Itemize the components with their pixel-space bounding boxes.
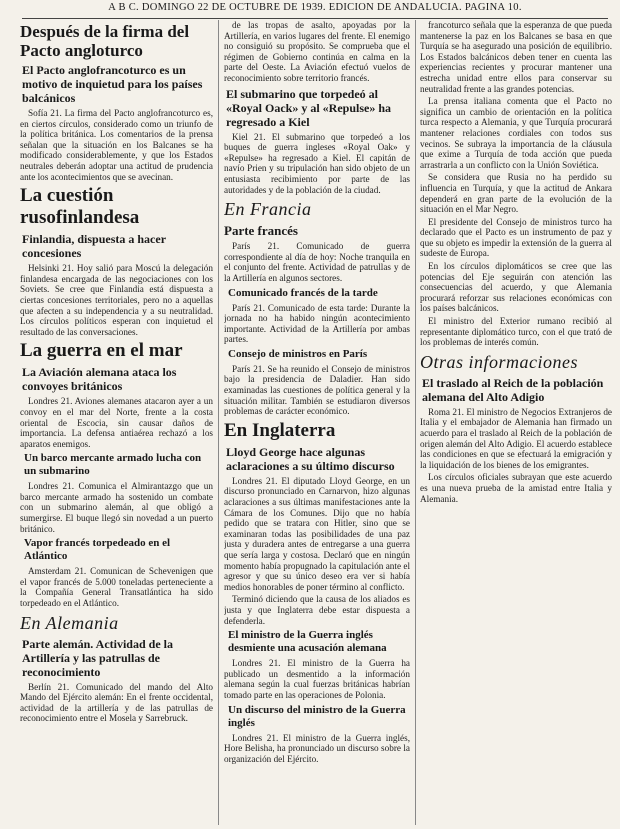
section-heading: En Alemania bbox=[20, 612, 119, 633]
article-paragraph: El ministro del Exterior rumano recibió al representante diplomático turco, con el que trató de los problemas de interés común. bbox=[420, 316, 612, 348]
article-paragraph: La prensa italiana comenta que el Pacto no significa un cambio de orientación en la política turca respecto a Alemania, y que Turquía procurará mantener relaciones cordiales con todos sus vecinos. Se subraya la importancia de la cláusula que exime a Turquía de toda acción que pueda arrastrarla a un conflicto con la Unión Soviética. bbox=[420, 96, 612, 170]
headline: Después de la firma del Pacto angloturco bbox=[20, 22, 190, 60]
article-paragraph: Amsterdam 21. Comunican de Schevenigen que el vapor francés de 5.000 toneladas perteneciente a la Compañía General Transatlántica ha sido torpedeado en el Atlántico. bbox=[20, 566, 213, 609]
article-paragraph: Londres 21. El diputado Lloyd George, en un discurso pronunciado en Carnarvon, hizo algunas aclaraciones a sus últimas manifestaciones ante la Cámara de los Comunes. Dijo que no había pedido que se tratara con Hitler, sino que se examinaran todas las posibilidades de una paz justa y duradera antes de entregarse a una guerra que sería larga y costosa. Declaró que en ningún momento había propugnado la capitulación ante el agresor y que su único deseo era ver si había medios honorables de poner término al conflicto. bbox=[224, 475, 410, 592]
article-paragraph: Londres 21. Comunica el Almirantazgo que un barco mercante armado ha sostenido un combate con un submarino alemán, al que obligó a sumergirse. El buque llegó sin novedad a un puerto británico. bbox=[20, 481, 213, 534]
headline: Lloyd George hace algunas aclaraciones a su último discurso bbox=[226, 444, 395, 473]
section-heading: Otras informaciones bbox=[420, 351, 578, 372]
section-heading: En Francia bbox=[224, 199, 312, 220]
article-paragraph: Sofía 21. La firma del Pacto anglofrancoturco es, en ciertos círculos, considerado como un triunfo de la política británica. Los comentarios de la prensa señalan que la situación en los Balcanes se ha modificado considerablemente, y que los Estados neutrales deberán adoptar una actitud de prudencia ante los acontecimientos que se avecinan. bbox=[20, 108, 213, 182]
headline: El traslado al Reich de la población alemana del Alto Adigio bbox=[422, 375, 604, 404]
article-paragraph: Londres 21. El ministro de la Guerra inglés, Hore Belisha, ha pronunciado un discurso sobre la organización del Ejército. bbox=[224, 732, 410, 764]
column-3 bbox=[420, 20, 612, 825]
headline: Un discurso del ministro de la Guerra inglés bbox=[228, 703, 406, 729]
headline: Comunicado francés de la tarde bbox=[228, 286, 378, 299]
column-rule bbox=[415, 20, 416, 825]
article-paragraph: Londres 21. Aviones alemanes atacaron ayer a un convoy en el mar del Norte, frente a la costa oriental de Escocia, sin causar daños de importancia. La defensa antiaérea rechazó a los aparatos enemigos. bbox=[20, 396, 213, 449]
article-paragraph: París 21. Comunicado de esta tarde: Durante la jornada no ha habido ningún acontecimiento importante. Actividad de la Artillería por ambas partes. bbox=[224, 302, 410, 345]
article-paragraph: París 21. Comunicado de guerra correspondiente al día de hoy: Noche tranquila en el conjunto del frente. Actividad de patrullas y de la Artillería en algunos sectores. bbox=[224, 241, 410, 283]
article-paragraph: El presidente del Consejo de ministros turco ha declarado que el Pacto es un instrumento de paz y que su objeto es impedir la extensión de la guerra al sudeste de Europa. bbox=[420, 216, 612, 259]
article-paragraph: Se considera que Rusia no ha perdido su influencia en Turquía, y que la actitud de Ankara dependerá en gran parte de la evolución de la situación en el Mar Negro. bbox=[420, 172, 612, 215]
article-paragraph: Kiel 21. El submarino que torpedeó a los buques de guerra ingleses «Royal Oak» y «Repulse» ha regresado a Kiel. El capitán de navío Prien y su tripulación han sido objeto de un entusiasta recibimiento por parte de las autoridades y de la población de la ciudad. bbox=[224, 131, 410, 195]
article-paragraph: de las tropas de asalto, apoyadas por la Artillería, en varios lugares del frente. El enemigo no consiguió su propósito. Se comprueba que el régimen de Gobierno continúa en calma en la parte del Oeste. La Aviación efectuó vuelos de reconocimiento sobre territorio francés. bbox=[224, 20, 410, 83]
article-paragraph: Los círculos oficiales subrayan que este acuerdo es una nueva prueba de la amistad entre Italia y Alemania. bbox=[420, 472, 612, 504]
article-paragraph: Helsinki 21. Hoy salió para Moscú la delegación finlandesa encargada de las negociaciones con los Soviets. Se cree que Finlandia está dispuesta a ciertas concesiones territoriales, pero no a aquellas que afecten a su independencia y a su neutralidad. Los círculos políticos esperan con inquietud el resultado de las conversaciones. bbox=[20, 263, 213, 337]
headline: Parte alemán. Actividad de la Artillería y las patrullas de reconocimiento bbox=[22, 636, 173, 679]
column-2 bbox=[224, 20, 410, 825]
page-header: A B C. DOMINGO 22 DE OCTUBRE DE 1939. EDICION DE ANDALUCIA. PAGINA 10. bbox=[22, 2, 608, 19]
headline: Parte francés bbox=[224, 223, 298, 239]
column-1 bbox=[20, 20, 213, 825]
article-paragraph: Berlín 21. Comunicado del mando del Alto Mando del Ejército alemán: En el frente occidental, actividad de la artillería y de las patrullas de reconocimiento entre el Mosela y Sarrebruck. bbox=[20, 681, 213, 724]
headline: Un barco mercante armado lucha con un submarino bbox=[24, 452, 202, 478]
headline: Vapor francés torpedeado en el Atlántico bbox=[24, 537, 171, 563]
headline: Consejo de ministros en París bbox=[228, 347, 368, 360]
headline: La Aviación alemana ataca los convoyes británicos bbox=[22, 365, 177, 394]
section-heading: En Inglaterra bbox=[224, 419, 336, 441]
section-heading: La guerra en el mar bbox=[20, 340, 183, 362]
column-rule bbox=[218, 20, 219, 825]
article-columns bbox=[20, 20, 615, 825]
article-paragraph: Terminó diciendo que la causa de los aliados es justa y que Inglaterra debe estar dispuesta a defenderla. bbox=[224, 594, 410, 626]
article-paragraph: París 21. Se ha reunido el Consejo de ministros bajo la presidencia de Daladier. Han sido examinadas las cuestiones de política general y la situación militar. También se estudiaron diversos problemas de carácter económico. bbox=[224, 363, 410, 417]
article-paragraph: Roma 21. El ministro de Negocios Extranjeros de Italia y el embajador de Alemania han firmado un acuerdo para el traslado al Reich de la población de origen alemán del Alto Adigio. El acuerdo establece las condiciones en que se efectuará la emigración y la liquidación de los bienes de los emigrantes. bbox=[420, 406, 612, 470]
headline: Finlandia, dispuesta a hacer concesiones bbox=[22, 232, 166, 261]
headline: El ministro de la Guerra inglés desmiente una acusación alemana bbox=[228, 629, 387, 655]
article-paragraph: Londres 21. El ministro de la Guerra ha publicado un desmentido a la información alemana según la cual fuerzas británicas habrían tomado parte en las operaciones de Polonia. bbox=[224, 658, 410, 700]
headline: El Pacto anglofrancoturco es un motivo de inquietud para los países balcánicos bbox=[22, 63, 203, 105]
headline: El submarino que torpedeó al «Royal Oack» y al «Repulse» ha regresado a Kiel bbox=[226, 86, 392, 129]
article-paragraph: francoturco señala que la esperanza de que pueda mantenerse la paz en los Balcanes se basa en que Turquía se ha asegurado una posición de equilibrio. Los Estados balcánicos deben tener en cuenta las experiencias recientes y procurar mantener una estrecha unidad entre ellos para conservar su neutralidad frente a las grandes potencias. bbox=[420, 20, 612, 94]
section-heading: La cuestión rusofinlandesa bbox=[20, 185, 140, 229]
article-paragraph: En los círculos diplomáticos se cree que las potencias del Eje seguirán con atención las consecuencias del acuerdo, y que Alemania procurará reforzar sus relaciones económicas con los países balcánicos. bbox=[420, 261, 612, 314]
